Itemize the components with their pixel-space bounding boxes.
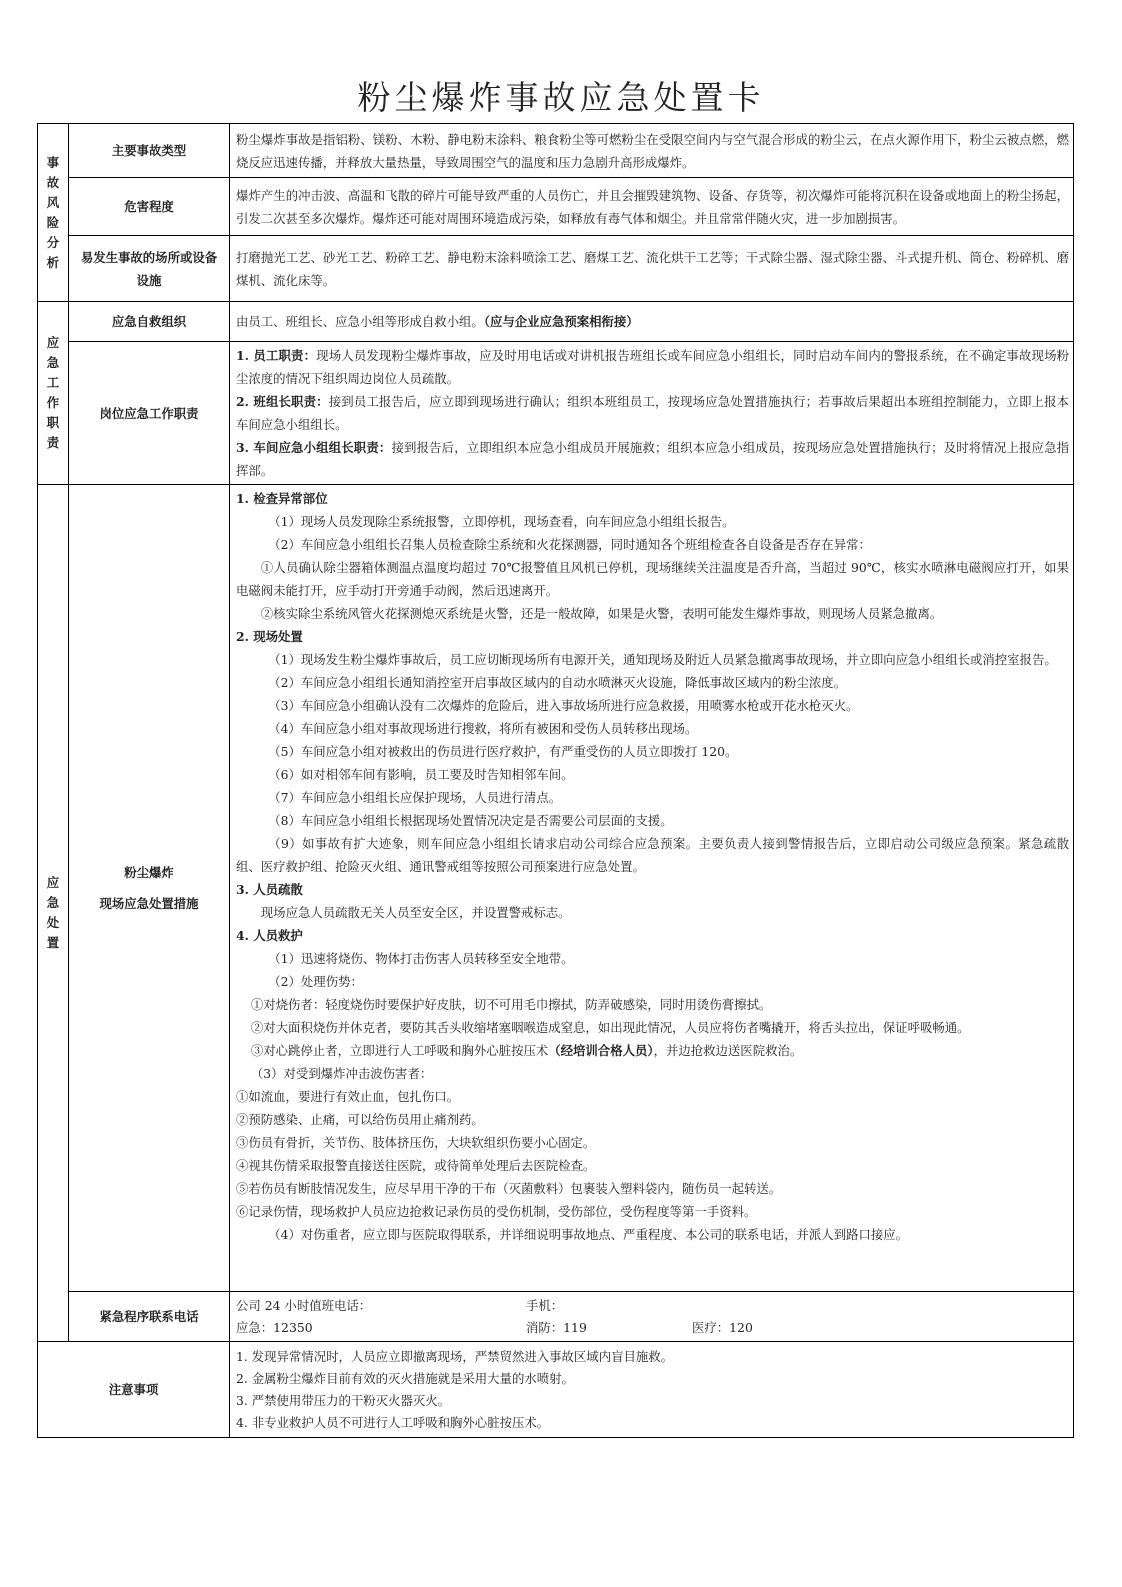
fire-phone: 消防：119	[526, 1319, 587, 1335]
contact-phones	[230, 1292, 1074, 1342]
harm-label: 危害程度	[69, 178, 230, 236]
section-duty: 应急工作职责	[38, 302, 69, 485]
duty-item: 1. 员工职责：现场人员发现粉尘爆炸事故，应及时用电话或对讲机报告班组长或车间应急小组组长，同时启动车间内的警报系统，在不确定事故现场粉尘浓度的情况下组织周边岗位人员疏散。	[236, 348, 1070, 386]
disposal-measures: 1. 检查异常部位 （1）现场人员发现除尘系统报警，立即停机，现场查看，向车间应急小组组长报告。 （2）车间应急小组组长召集人员检查除尘系统和火花探测器，同时通知各个班组检查各自设备是否存在异常： ①人员确认除尘器箱体测温点温度均超过 70℃报警值且风机已停机，现场继续关注温度是否升高，当超过 90℃，核实水喷淋电磁阀应打开，如果电磁阀未能打开，应手动打开旁通手动阀，然后迅速离开。 ②核实除尘系统风管火花探测熄灭系统是火警，还是一般故障，如果是火警，表明可能发生爆炸事故，则现场人员紧急撤离。 2. 现场处置 （1）现场发生粉尘爆炸事故后，员工应切断现场所有电源开关，通知现场及附近人员紧急撤离事故现场，并立即向应急小组组长或消控室报告。 （2）车间应急小组组长通知消控室开启事故区域内的自动水喷淋灭火设施，降低事故区域内的粉尘浓度。 （3）车间应急小组确认没有二次爆炸的危险后，进入事故场所进行应急救援，用喷雾水枪或开花水枪灭火。 （4）车间应急小组对事故现场进行搜救，将所有被困和受伤人员转移出现场。 （5）车间应急小组对被救出的伤员进行医疗救护，有严重受伤的人员立即拨打 120。 （6）如对相邻车间有影响，员工要及时告知相邻车间。 （7）车间应急小组组长应保护现场，人员进行清点。 （8）车间应急小组组长根据现场处置情况决定是否需要公司层面的支援。 （9）如事故有扩大迹象，则车间应急小组组长请求启动公司综合应急预案。主要负责人接到警情报告后，立即启动公司级应急预案。紧急疏散组、医疗救护组、抢险灭火组、通讯警戒组等按照公司预案进行应急处置。 3. 人员疏散 现场应急人员疏散无关人员至安全区，并设置警戒标志。 4. 人员救护 （1）迅速将烧伤、物体打击伤害人员转移至安全地带。 （2）处理伤势： ①对烧伤者：轻度烧伤时要保护好皮肤，切不可用毛巾擦拭，防弄破感染，同时用烫伤膏擦拭。 ②对大面积烧伤并休克者，要防其舌头收缩堵塞咽喉造成窒息，如出现此情况，人员应将伤者嘴撬开，将舌头拉出，保证呼吸畅通。 ③对心跳停止者，立即进行人工呼吸和胸外心脏按压术（经培训合格人员），并边抢救边送医院救治。 （3）对受到爆炸冲击波伤害者： ①如流血，要进行有效止血，包扎伤口。 ②预防感染、止痛，可以给伤员用止痛剂药。 ③伤员有骨折，关节伤、肢体挤压伤，大块软组织伤要小心固定。 ④视其伤情采取报警直接送往医院，或待简单处理后去医院检查。 ⑤若伤员有断肢情况发生，应尽早用干净的干布（灭菌敷料）包裹装入塑料袋内，随伤员一起转送。 ⑥记录伤情，现场救护人员应边抢救记录伤员的受伤机制，受伤部位，受伤程度等第一手资料。 （4）对伤重者，应立即与医院取得联系，并详细说明事故地点、严重程度、本公司的联系电话，并派人到路口接应。	[230, 485, 1074, 1292]
disposal-label: 粉尘爆炸 现场应急处置措施	[69, 485, 230, 1292]
page-title: 粉尘爆炸事故应急处置卡	[357, 78, 765, 117]
medical-phone: 医疗：120	[692, 1319, 753, 1335]
type-text: 粉尘爆炸事故是指铝粉、镁粉、木粉、静电粉末涂料、粮食粉尘等可燃粉尘在受限空间内与空气混合形成的粉尘云，在点火源作用下，粉尘云被点燃，燃烧反应迅速传播，并释放大量热量，导致周围空气的温度和压力急剧升高形成爆炸。	[230, 124, 1074, 178]
org-label: 应急自救组织	[69, 302, 230, 342]
contact-label: 紧急程序联系电话	[69, 1292, 230, 1342]
note-item: 2. 金属粉尘爆炸目前有效的灭火措施就是采用大量的水喷射。	[236, 1370, 574, 1386]
place-text: 打磨抛光工艺、砂光工艺、粉碎工艺、静电粉末涂料喷涂工艺、磨煤工艺、流化烘干工艺等；干式除尘器、湿式除尘器、斗式提升机、筒仓、粉碎机、磨煤机、流化床等。	[230, 236, 1074, 302]
mobile-phone: 手机：	[526, 1297, 564, 1313]
duty-item: 2. 班组长职责：接到员工报告后，应立即到现场进行确认；组织本班组员工，按现场应急处置措施执行；若事故后果超出本班组控制能力，立即上报本车间应急小组组长。	[236, 394, 1070, 432]
place-label: 易发生事故的场所或设备设施	[69, 236, 230, 302]
note-item: 4. 非专业救护人员不可进行人工呼吸和胸外心脏按压术。	[236, 1414, 550, 1430]
disposal-card-table	[37, 123, 1074, 1438]
note-item: 1. 发现异常情况时，人员应立即撤离现场，严禁贸然进入事故区域内盲目施救。	[236, 1348, 674, 1364]
harm-text: 爆炸产生的冲击波、高温和飞散的碎片可能导致严重的人员伤亡，并且会摧毁建筑物、设备、存货等，初次爆炸可能将沉积在设备或地面上的粉尘扬起，引发二次甚至多次爆炸。爆炸还可能对周围环境造成污染，如释放有毒气体和烟尘。并且常常伴随火灾，进一步加剧损害。	[230, 178, 1074, 236]
duty-phone: 公司 24 小时值班电话：	[236, 1297, 372, 1313]
section-risk: 事故风险分析	[38, 124, 69, 302]
note-item: 3. 严禁使用带压力的干粉灭火器灭火。	[236, 1392, 451, 1408]
post-duties	[230, 342, 1074, 485]
type-label: 主要事故类型	[69, 124, 230, 178]
notes-label: 注意事项	[38, 1342, 230, 1438]
notes-list	[230, 1342, 1074, 1438]
section-disposal: 应急处置	[38, 485, 69, 1342]
duty-item: 3. 车间应急小组组长职责：接到报告后，立即组织本应急小组成员开展施救；组织本应急小组成员，按现场应急处置措施执行；及时将情况上报应急指挥部。	[236, 440, 1070, 478]
org-text: 由员工、班组长、应急小组等形成自救小组。（应与企业应急预案相衔接）	[230, 302, 1074, 342]
emergency-phone: 应急：12350	[236, 1319, 313, 1335]
post-label: 岗位应急工作职责	[69, 342, 230, 485]
